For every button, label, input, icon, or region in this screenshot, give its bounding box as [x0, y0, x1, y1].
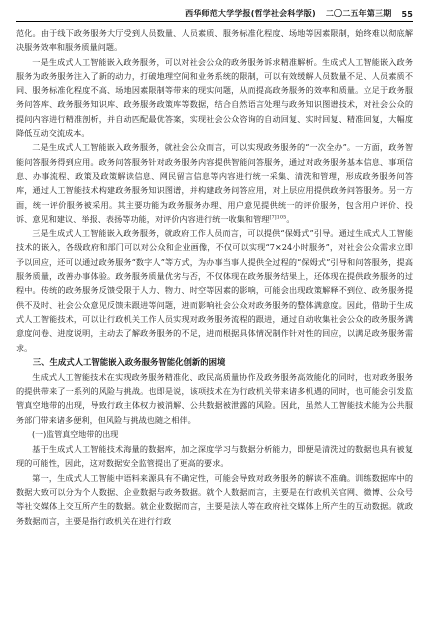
paragraph-end: 。	[286, 213, 295, 224]
paragraph: 第一，生成式人工智能中语料来源具有不确定性，可能会导致对政务服务的解读不准确。训练数据库中的数据大致可以分为个人数据、企业数据与政务数据。就个人数据而言，主要是在行政机关官网、微博、公众号等社交媒体上交互所产生的数据。就企业数据而言，主要是法人等在政府社交媒体上所产生的互动数据。就政务数据而言，主要是指行政机关在进行行政	[16, 472, 413, 526]
paragraph: 基于生成式人工智能技术海量的数据库，加之深度学习与数据分析能力，即便是清洗过的数据也具有被复现的可能性，因此，这对数据安全监管提出了更高的要求。	[16, 444, 413, 469]
paragraph	[16, 140, 413, 226]
running-header	[16, 0, 413, 22]
article-body	[16, 26, 413, 528]
citation-marker: [7]105	[269, 214, 287, 221]
section-heading: 三、生成式人工智能嵌入政务服务智能化创新的困境	[32, 356, 226, 367]
paragraph: 三是生成式人工智能嵌入政务服务，就政府工作人员而言，可以提供“保姆式”引导。通过生成式人工智能技术的嵌入，各级政府和部门可以对公众和企业画像，不仅可以实现“7×24小时服务”，对社会公众需求立即予以回应，还可以通过政务服务“数字人”等方式，为办事当事人提供全过程的“保姆式”引导和问答服务，提高服务质量，改善办事体验。政务服务质量优劣与否，不仅体现在政务服务结果上，还体现在提供政务服务的过程中。传统的政务服务反馈受限于人力、物力、时空等因素的影响，可能会出现政策解释不到位、政务服务提供不及时、社会公众意见反馈未跟进等问题，进而影响社会公众对政务服务的整体满意度。因此，借助于生成式人工智能技术，可以让行政机关工作人员实现对政务服务流程的跟进，通过自动收集社会公众的政务服务满意度问卷、进度说明，主动去了解政务服务的不足，进而根据具体情况制作针对性的回应，以满足政务服务需求。	[16, 228, 413, 353]
paragraph: 范化。由于线下政务服务大厅受到人员数量、人员素质、服务标准化程度、场地等因素限制，始终难以彻底解决服务效率和服务质量问题。	[16, 28, 413, 53]
paragraph-text: 二是生成式人工智能嵌入政务服务，就社会公众而言，可以实现政务服务的“一次全办”。一方面，政务智能问答服务得到应用。政务问答服务针对政务服务内容提供智能问答服务，通过对政务服务基本信息、事项信息、办事流程、政策及政策解读信息、网民留言信息等内容进行统一采集、清洗和管理，形成政务服务问答库，通过人工智能技术构建政务服务知识图谱，并构建政务问答应用，对上层应用提供政务问答服务。另一方面，统一评价服务被采用。其主要功能为政务服务办理、用户意见提供统一的评价服务，包含用户评价、投诉、意见和建议、举报、表扬等功能，对评价内容进行统一收集和管理	[16, 142, 413, 224]
issue-label: 二〇二五年第三期	[325, 9, 392, 18]
page-number: 55	[401, 10, 413, 19]
journal-title: 西华师范大学学报(哲学社会科学版)	[185, 9, 316, 18]
paragraph: 生成式人工智能技术在实现政务服务精准化、政民高质量协作及政务服务高效能化的同时，也对政务服务的提供带来了一系列的风险与挑战。也即是说，该项技术在为行政机关带来诸多机遇的同时，也可能会引发监管真空地带的出现，导致行政主体权力被消解、公共数据被泄露的风险。因此，虽然人工智能技术能为公共服务部门带来诸多便利，但风险与挑战也随之相伴。	[16, 371, 413, 425]
subsection-heading: (一)监管真空地带的出现	[32, 430, 119, 440]
paragraph: 一是生成式人工智能嵌入政务服务，可以对社会公众的政务服务诉求精准解析。生成式人工智能嵌入政务服务为政务服务注入了新的动力，打破地理空间和业务系统的限制，可以有效缓解人员数量不足、人员素质不同、服务标准化程度不高、场地因素限制等带来的现实问题，从而提高政务服务的效率和质量。立足于政务服务问答库、政务服务知识库、政务服务政策库等数据，结合自然语言处理与政务知识图谱技术，对社会公众的提问内容进行精准剖析，并自动匹配最优答案，实现社会公众咨询的自动回复、实时回复、精准回复，大幅度降低互动交流成本。	[16, 56, 413, 139]
